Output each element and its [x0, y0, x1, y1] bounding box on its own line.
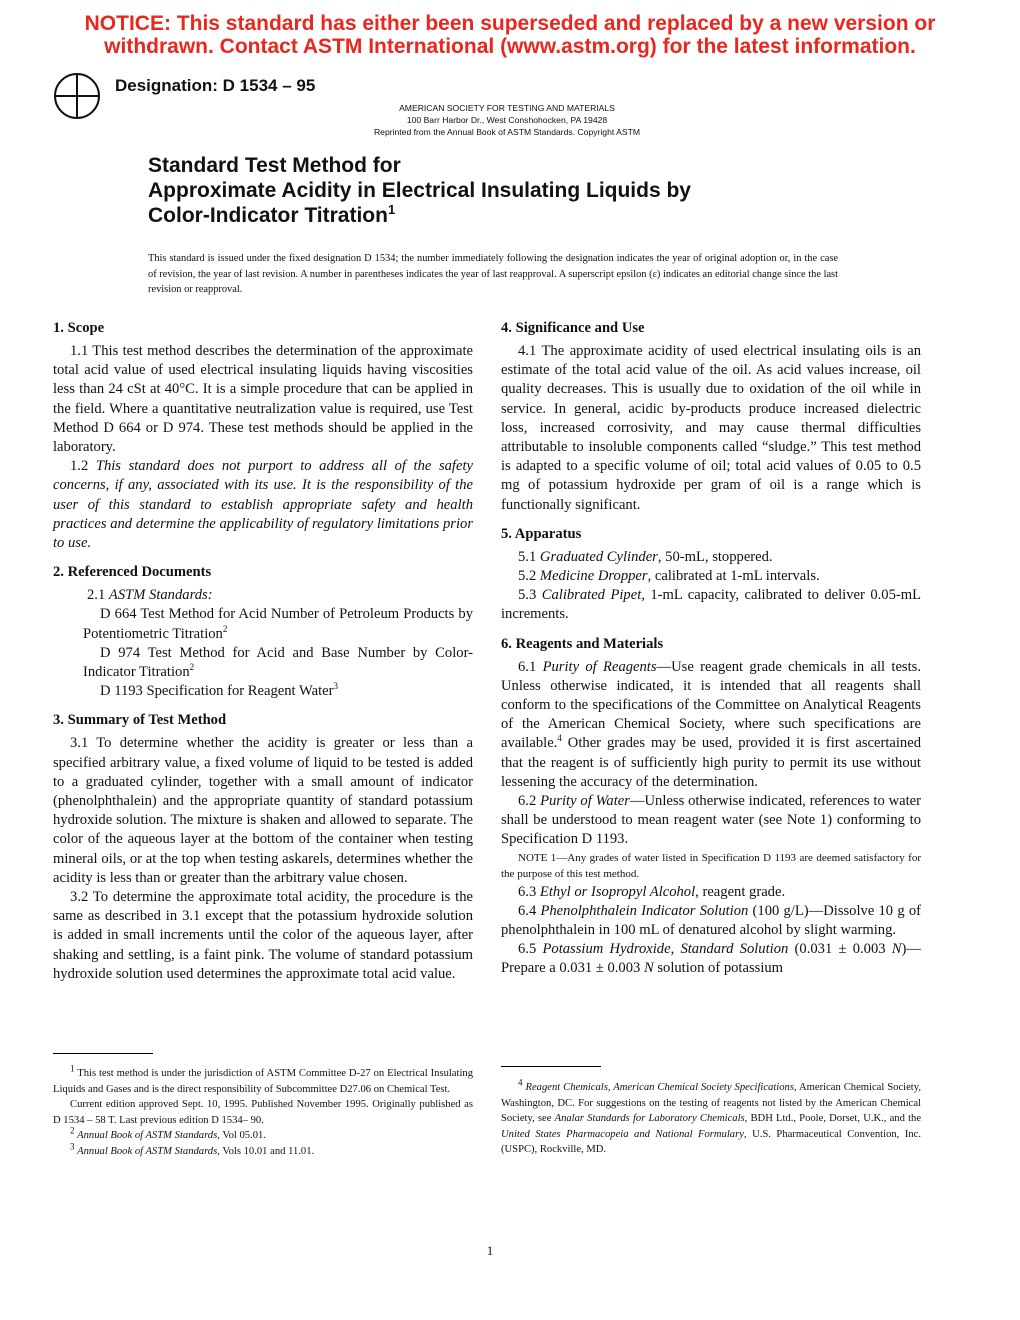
reagents-6-5: 6.5 Potassium Hydroxide, Standard Solution (0.031 ± 0.003 N)—Prepare a 0.031 ± 0.003 N solution of potassium — [501, 941, 921, 977]
title-line-3: Color-Indicator Titration$^1$ — [148, 202, 396, 227]
apparatus-5-3: 5.3 Calibrated Pipet, 1-mL capacity, calibrated to deliver 0.05-mL increments. — [501, 587, 921, 623]
reference-d664: D 664 Test Method for Acid Number of Petroleum Products by Potentiometric Titration$^2$ — [83, 606, 473, 642]
footnote-1: $^1$ This test method is under the jurisdiction of ASTM Committee D-27 on Electrical Insulating Liquids and Gases and is the direct responsibility of Subcommittee D27.06 on Chemical Test. — [53, 1063, 473, 1095]
publisher-address: 100 Barr Harbor Dr., West Conshohocken, PA 19428 — [406, 115, 608, 125]
title-line-2: Approximate Acidity in Electrical Insulating Liquids by — [148, 179, 691, 202]
left-column — [53, 320, 473, 984]
footnote-rule-right — [501, 1066, 601, 1067]
significance-4-1: 4.1 The approximate acidity of used electrical insulating oils is an estimate of the total acid value of the oil. As acid values increase, oil quality decreases. This is usually due to oxidation of the oil while in service. In general, acidic by-products produce increased dielectric loss, increased corrosivity, and may cause thermal difficulties attributable to insoluble components called “sludge.” This test method is adapted to a specific volume of oil; total acid values of 0.05 to 0.5 mg of potassium hydroxide per gram of oil is a range which is functionally significant. — [501, 343, 921, 513]
footnote-rule-left — [53, 1053, 153, 1054]
notice-line-2: withdrawn. Contact ASTM International (www.astm.org) for the latest information. — [104, 35, 916, 58]
right-column — [501, 320, 921, 979]
summary-heading: 3. Summary of Test Method — [53, 712, 227, 729]
footnotes-right — [501, 1077, 922, 1158]
apparatus-heading: 5. Apparatus — [501, 525, 582, 542]
supersede-notice — [0, 12, 1020, 58]
footnote-3: $^3$ Annual Book of ASTM Standards, Vols 10.01 and 11.01. — [70, 1140, 315, 1157]
publisher-block — [300, 102, 714, 138]
significance-heading: 4. Significance and Use — [501, 320, 645, 336]
reagents-6-4: 6.4 Phenolphthalein Indicator Solution (100 g/L)—Dissolve 10 g of phenolphthalein in 100 mL of denatured alcohol by slight warming. — [501, 902, 921, 939]
reprint-line: Reprinted from the Annual Book of ASTM Standards. Copyright ASTM — [373, 127, 641, 137]
apparatus-5-1: 5.1 Graduated Cylinder, 50-mL, stoppered. — [518, 548, 773, 565]
astm-logo — [52, 72, 102, 120]
footnotes-left — [53, 1063, 473, 1159]
title-footnote-mark: 1 — [387, 202, 396, 217]
referenced-heading: 2. Referenced Documents — [53, 564, 212, 581]
reagents-6-2: 6.2 Purity of Water—Unless otherwise indicated, references to water shall be understood to mean reagent water (see Note 1) conforming to Specification D 1193. — [501, 793, 921, 848]
designation: Designation: D 1534 – 95 — [115, 76, 316, 95]
reference-d1193: D 1193 Specification for Reagent Water$^3$ — [100, 681, 338, 700]
issuance-note: This standard is issued under the fixed designation D 1534; the number immediately following the designation indicates the year of original adoption or, in the case of revision, the year of last revision. A number in parentheses indicates the year of last reapproval. A superscript epsilon (ε) indicates an editorial change since the last revision or reapproval. — [148, 253, 838, 295]
reagents-6-1: 6.1 Purity of Reagents—Use reagent grade chemicals in all tests. Unless otherwise indicated, it is intended that all reagents shall conform to the specifications of the Committee on Analytical Reagents of the American Chemical Society, where such specifications are available.$^4$ Other grades may be used, provided it is first ascertained that the reagent is of sufficiently high purity to permit its use without lessening the accuracy of the determination. — [501, 658, 921, 790]
note-1: NOTE 1—Any grades of water listed in Specification D 1193 are deemed satisfactory for the purpose of this test method. — [501, 851, 921, 881]
apparatus-5-2: 5.2 Medicine Dropper, calibrated at 1-mL intervals. — [518, 568, 820, 585]
astm-standards-label: 2.1 ASTM Standards: — [87, 587, 213, 604]
notice-line-1: NOTICE: This standard has either been superseded and replaced by a new version or — [84, 12, 936, 35]
reagents-heading: 6. Reagents and Materials — [501, 635, 664, 652]
scope-heading: 1. Scope — [53, 320, 105, 336]
document-title — [148, 153, 868, 228]
scope-1-2: 1.2 This standard does not purport to address all of the safety concerns, if any, associated with its use. It is the responsibility of the user of this standard to establish appropriate safety and health practices and determine the applicability of regulatory limitations prior to use. — [53, 458, 473, 552]
footnote-2: $^2$ Annual Book of ASTM Standards, Vol 05.01. — [70, 1125, 266, 1141]
scope-1-1: 1.1 This test method describes the determination of the approximate total acid value of used electrical insulating liquids having viscosities less than 24 cSt at 40°C. It is a simple procedure that can be applied in the field. Where a quantitative neutralization value is required, use Test Method D 664 or D 974. These test methods should be applied in the laboratory. — [53, 343, 473, 456]
summary-3-1: 3.1 To determine whether the acidity is greater or less than a specified arbitrary value, a fixed volume of liquid to be tested is added to a graduated cylinder, together with a small amount of indicator (phenolphthalein) and the appropriate quantity of standard potassium hydroxide solution. The mixture is shaken and allowed to separate. The color of the aqueous layer at the bottom of the container when testing mineral oils, or at the top when testing askarels, determines whether the acidity is less than or greater than the arbitrary value chosen. — [53, 735, 473, 886]
page-number: 1 — [486, 1243, 494, 1258]
title-line-1: Standard Test Method for — [148, 154, 401, 177]
summary-3-2: 3.2 To determine the approximate total acidity, the procedure is the same as described in 3.1 except that the potassium hydroxide solution is added in small increments until the color of the aqueous layer, after shaking and settling, is a faint pink. The volume of standard potassium hydroxide solution used determines the approximate total acid value. — [53, 889, 473, 982]
footnote-4: $^4$ Reagent Chemicals, American Chemical Society Specifications, American Chemical Society, Washington, DC. For suggestions on the testing of reagents not listed by the American Chemical Society, see Analar Standards for Laboratory Chemicals, BDH Ltd., Poole, Dorset, U.K., and the United States Pharmacopeia and National Formulary, U.S. Pharmaceutical Convention, Inc. (USPC), Rockville, MD. — [501, 1077, 922, 1155]
reagents-6-3: 6.3 Ethyl or Isopropyl Alcohol, reagent grade. — [518, 883, 786, 900]
reference-d974: D 974 Test Method for Acid and Base Number by Color-Indicator Titration$^2$ — [83, 644, 473, 681]
footnote-1-edition: Current edition approved Sept. 10, 1995. Published November 1995. Originally published as D 1534 – 58 T. Last previous edition D 1534– 90. — [53, 1099, 473, 1126]
publisher-name: AMERICAN SOCIETY FOR TESTING AND MATERIALS — [399, 103, 615, 113]
